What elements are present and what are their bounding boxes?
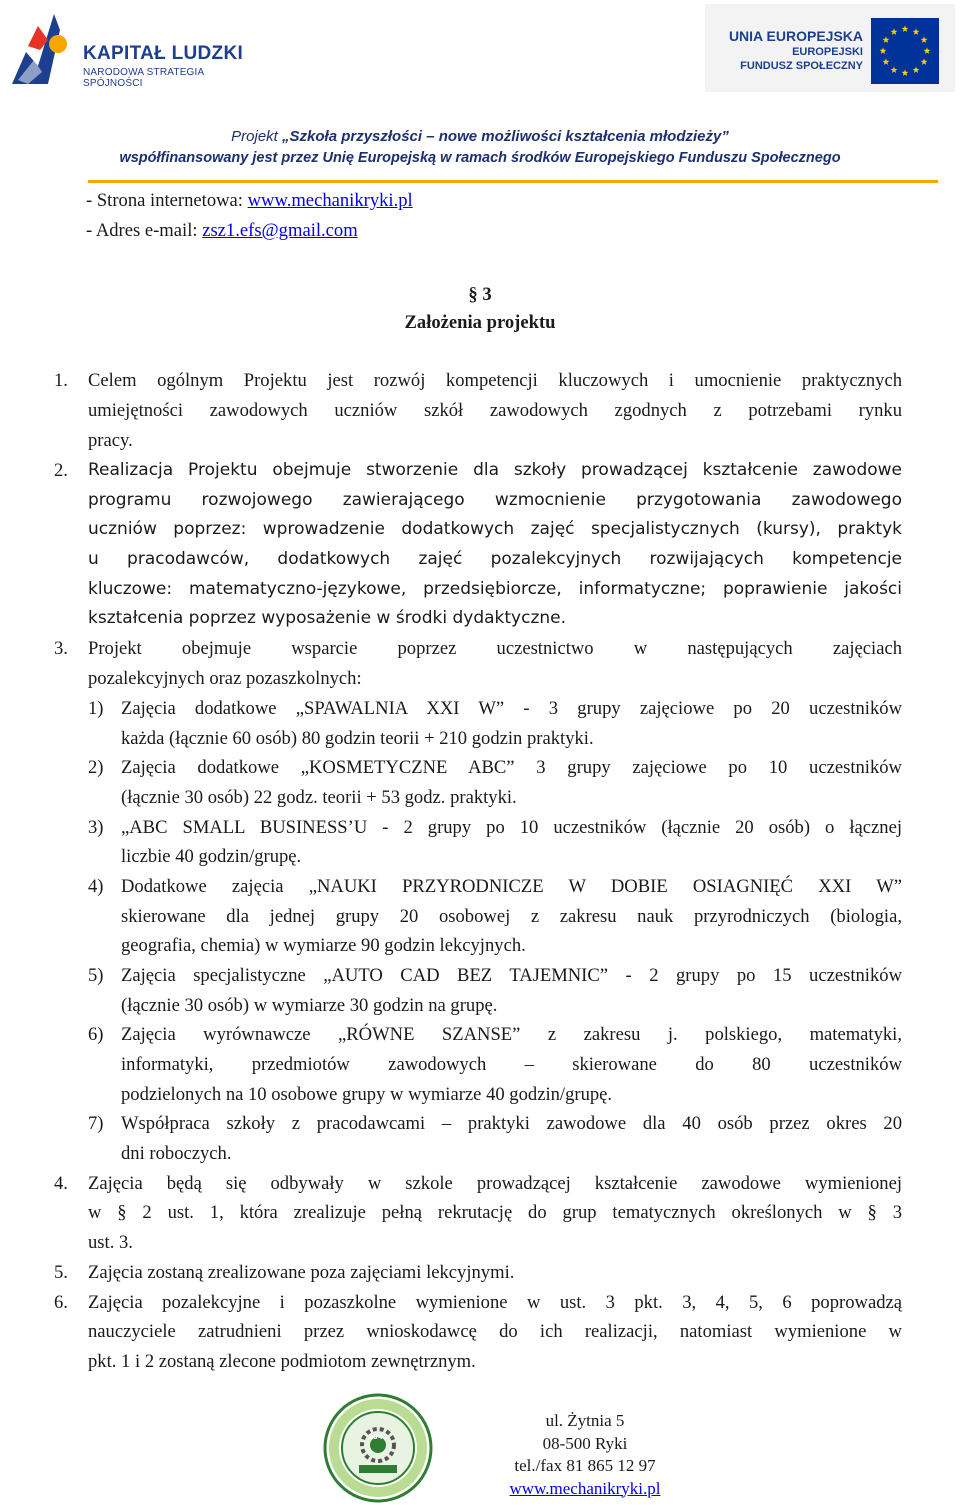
website-link[interactable]: www.mechanikryki.pl [247,190,413,211]
sub-1-line-1: Zajęcia dodatkowe „SPAWALNIA XXI W” - 3 grupy zajęciowe po 20 uczestników [121,698,902,719]
email-label: - Adres e-mail: [86,220,203,241]
item-1-line-1: Celem ogólnym Projektu jest rozwój kompetencji kluczowych i umocnienie praktycznych [88,370,902,391]
ue-line-2: EUROPEJSKI [792,46,863,58]
item-6-line-3: pkt. 1 i 2 zostaną zlecone podmiotom zewnętrznym. [88,1351,476,1372]
item-2-line-2: programu rozwojowego zawierającego wzmocnienie przygotowania zawodowego [88,490,902,510]
sub-1-number: 1) [88,698,104,719]
seal-year: 1947 [368,1433,388,1441]
ue-line-3: FUNDUSZ SPOŁECZNY [740,60,863,72]
email-link[interactable]: zsz1.efs@gmail.com [202,220,358,241]
item-5-number: 5. [54,1262,68,1283]
sub-4-line-3: geografia, chemia) w wymiarze 90 godzin lekcyjnych. [121,935,526,956]
sub-4-number: 4) [88,876,104,897]
item-3-line-2: pozalekcyjnych oraz pozaszkolnych: [88,668,362,689]
kapital-ludzki-emblem-icon [8,10,70,88]
eu-flag-icon [871,18,939,84]
header-divider [88,180,938,183]
sub-2-number: 2) [88,757,104,778]
item-3-line-1: Projekt obejmuje wsparcie poprzez uczestnictwo w następujących zajęciach [88,638,902,659]
item-4-line-1: Zajęcia będą się odbywały w szkole prowadzącej kształcenie zawodowe wymienionej [88,1173,902,1194]
item-2-line-1: Realizacja Projektu obejmuje stworzenie dla szkoły prowadzącej kształcenie zawodowe [88,460,902,480]
sub-2-line-2: (łącznie 30 osób) 22 godz. teorii + 53 godz. praktyki. [121,787,517,808]
footer-address [480,1410,690,1500]
item-2-line-3: uczniów poprzez: wprowadzenie dodatkowych zajęć specjalistycznych (kursy), praktyk [88,519,902,539]
item-1-number: 1. [54,370,68,391]
sub-5-number: 5) [88,965,104,986]
kapital-ludzki-subtitle: NARODOWA STRATEGIA SPÓJNOŚCI [83,67,204,89]
sub-7-line-2: dni roboczych. [121,1143,232,1164]
item-4-line-2: w § 2 ust. 1, która zrealizuje pełną rekrutację do grup tematycznych określonych w § 3 [88,1202,902,1223]
email-line [86,216,358,246]
sub-3-number: 3) [88,817,104,838]
sub-3-line-2: liczbie 40 godzin/grupę. [121,846,302,867]
item-1-line-3: pracy. [88,430,133,451]
footer-street: ul. Żytnia 5 [545,1411,625,1430]
unia-europejska-logo [705,4,955,92]
item-6-number: 6. [54,1292,68,1313]
item-2-number: 2. [54,460,68,481]
item-4-number: 4. [54,1173,68,1194]
website-label: - Strona internetowa: [86,190,248,211]
sub-7-line-1: Współpraca szkoły z pracodawcami – praktyki zawodowe dla 40 osób przez okres 20 [121,1113,902,1134]
sub-6-line-3: podzielonych na 10 osobowe grupy w wymiarze 40 godzin/grupę. [121,1084,613,1105]
sub-3-line-1: „ABC SMALL BUSINESS’U - 2 grupy po 10 uczestników (łącznie 20 osób) o łącznej [121,817,902,838]
project-name: „Szkoła przyszłości – nowe możliwości kształcenia młodzieży” [282,128,729,145]
page-header [0,0,960,188]
item-2-line-4: u pracodawców, dodatkowych zajęć pozalekcyjnych rozwijających kompetencje [88,549,902,569]
item-6-line-1: Zajęcia pozalekcyjne i pozaszkolne wymienione w ust. 3 pkt. 3, 4, 5, 6 poprowadzą [88,1292,902,1313]
project-prefix: Projekt [231,128,283,145]
item-3-number: 3. [54,638,68,659]
ue-line-1: UNIA EUROPEJSKA [728,28,863,44]
sub-1-line-2: każda (łącznie 60 osób) 80 godzin teorii + 210 godzin praktyki. [121,728,594,749]
item-4-line-3: ust. 3. [88,1232,133,1253]
item-2-line-6: kształcenia poprzez wyposażenie w środki dydaktyczne. [88,608,567,628]
sub-5-line-2: (łącznie 30 osób) w wymiarze 30 godzin na grupę. [121,995,498,1016]
sub-6-line-1: Zajęcia wyrównawcze „RÓWNE SZANSE” z zakresu j. polskiego, matematyki, [121,1024,902,1045]
item-2-line-5: kluczowe: matematyczno-językowe, przedsiębiorcze, informatyczne; poprawienie jakości [88,579,902,599]
sub-6-number: 6) [88,1024,104,1045]
footer-city: 08-500 Ryki [542,1433,628,1453]
sub-5-line-1: Zajęcia specjalistyczne „AUTO CAD BEZ TAJEMNIC” - 2 grupy po 15 uczestników [121,965,902,986]
sub-4-line-1: Dodatkowe zajęcia „NAUKI PRZYRODNICZE W DOBIE OSIAGNIĘĆ XXI W” [121,876,902,897]
item-6-line-2: nauczyciele zatrudnieni przez wnioskodawcę do ich realizacji, natomiast wymienione w [88,1321,902,1342]
cofinanced-line: współfinansowany jest przez Unię Europejską w ramach środków Europejskiego Funduszu Społecznego [119,150,841,166]
kapital-ludzki-title: KAPITAŁ LUDZKI [83,43,244,64]
website-line [86,186,413,216]
section-title: Założenia projektu [404,312,556,333]
school-seal-logo [323,1393,433,1503]
sub-4-line-2: skierowane dla jednej grupy 20 osobowej z zakresu nauk przyrodniczych (biologia, [121,906,902,927]
sub-7-number: 7) [88,1113,104,1134]
footer-web-link[interactable]: www.mechanikryki.pl [509,1478,661,1498]
item-1-line-2: umiejętności zawodowych uczniów szkół zawodowych zgodnych z potrzebami rynku [88,400,902,421]
project-title-line [0,128,960,145]
kapital-ludzki-logo [8,10,258,88]
section-number: § 3 [468,284,492,305]
item-5-line-1: Zajęcia zostaną zrealizowane poza zajęciami lekcyjnymi. [88,1262,515,1283]
sub-6-line-2: informatyki, przedmiotów zawodowych – skierowane do 80 uczestników [121,1054,902,1075]
footer-phone: tel./fax 81 865 12 97 [514,1456,656,1475]
sub-2-line-1: Zajęcia dodatkowe „KOSMETYCZNE ABC” 3 grupy zajęciowe po 10 uczestników [121,757,902,778]
